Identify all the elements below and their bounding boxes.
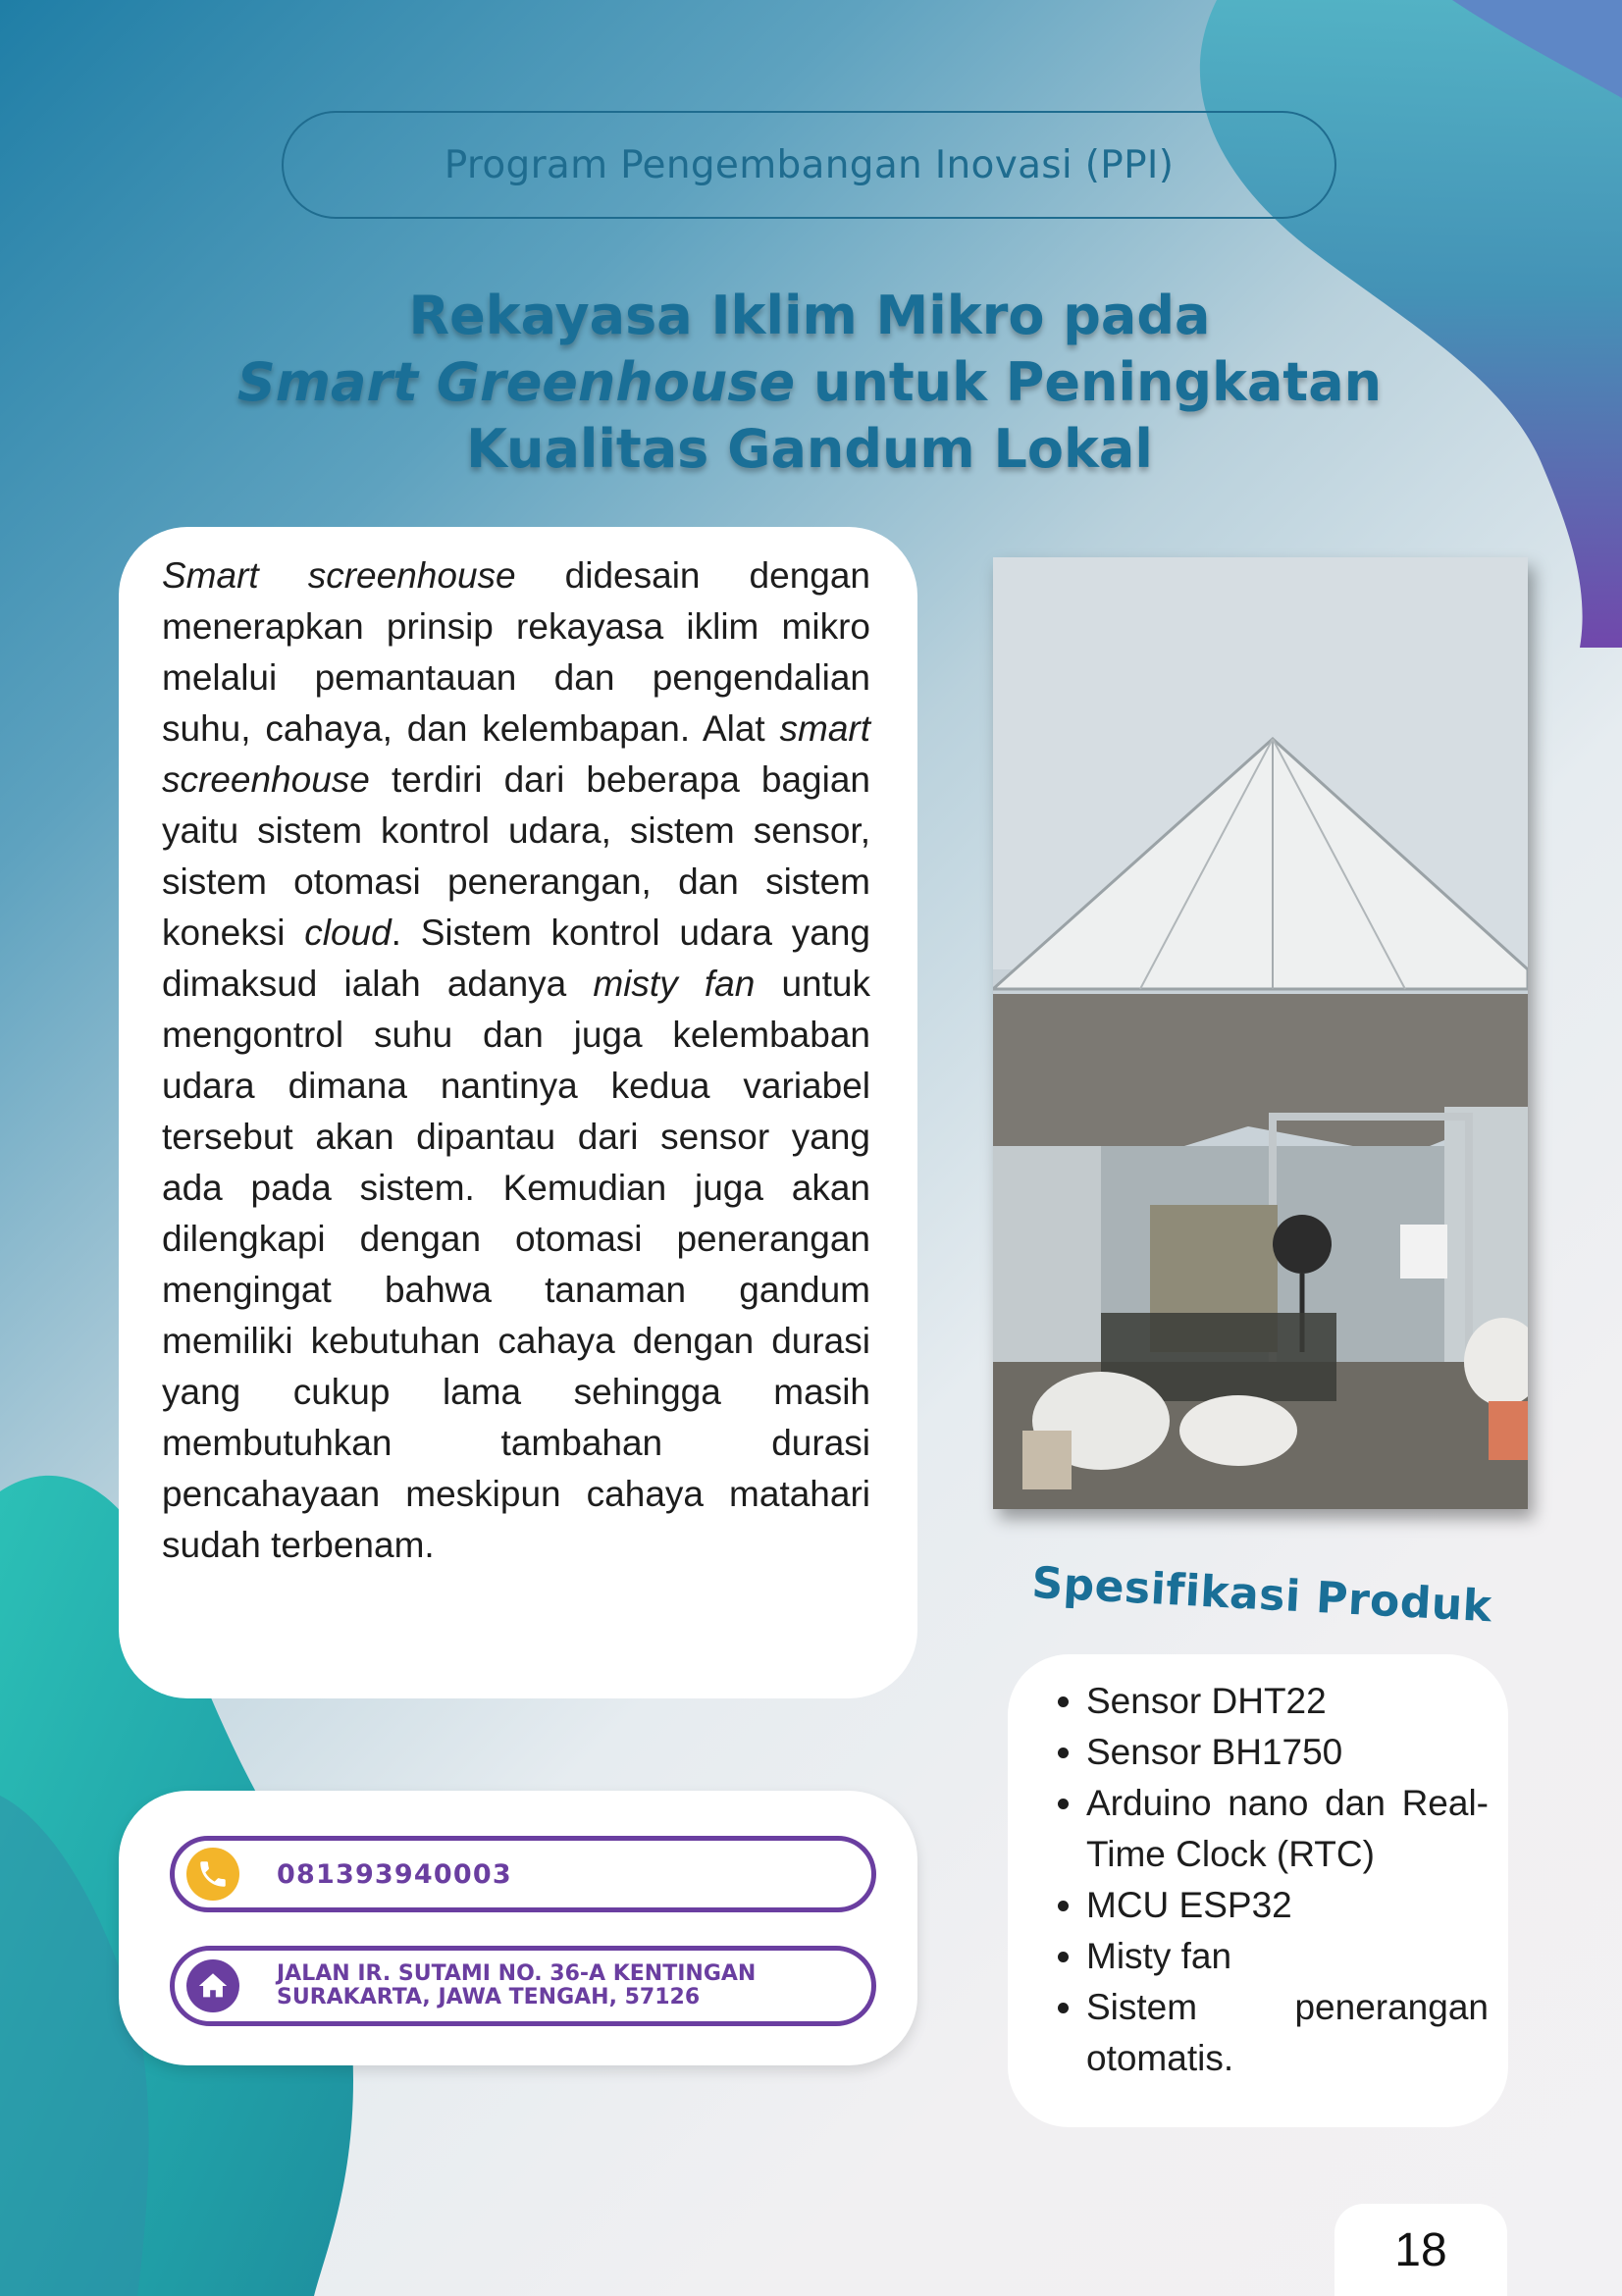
spec-card: [1008, 1654, 1508, 2127]
spec-item: • Sensor DHT22: [1086, 1676, 1489, 1727]
title-line-2-italic: Smart Greenhouse: [236, 351, 796, 413]
spec-item: • MCU ESP32: [1086, 1880, 1489, 1931]
page-number: 18: [1334, 2204, 1507, 2296]
phone-number: 081393940003: [277, 1858, 512, 1890]
term-smart-screenhouse: Smart screenhouse: [162, 555, 516, 596]
contact-card: [119, 1791, 917, 2065]
home-icon: [186, 1959, 239, 2012]
term-smart-screenhouse-2: smart screenhouse: [162, 708, 870, 800]
spec-item: • Sistem penerangan otomatis.: [1086, 1982, 1489, 2084]
spec-heading: Spesifikasi Produk: [1030, 1557, 1493, 1633]
description-part: . Sistem kontrol udara yang dimaksud ialah adanya: [162, 913, 870, 1004]
spec-item: • Misty fan: [1086, 1931, 1489, 1982]
phone-pill[interactable]: [170, 1836, 876, 1912]
spec-item: • Arduino nano dan Real-Time Clock (RTC): [1086, 1778, 1489, 1880]
greenhouse-photo: [993, 557, 1528, 1509]
title-line-3: Kualitas Gandum Lokal: [466, 418, 1153, 480]
title-line-1: Rekayasa Iklim Mikro pada: [408, 285, 1211, 346]
address-pill[interactable]: [170, 1946, 876, 2026]
phone-icon: [186, 1848, 239, 1901]
description-part: didesain dengan menerapkan prinsip rekayasa iklim mikro melalui pemantauan dan pengendalian suhu, cahaya, dan kelembapan. Alat: [162, 555, 871, 749]
program-banner: [282, 111, 1336, 219]
description-part: untuk mengontrol suhu dan juga kelembaban udara dimana nantinya kedua variabel tersebut akan dipantau dari sensor yang ada pada sistem. Kemudian juga akan dilengkapi dengan otomasi penerangan mengingat bahwa tanaman gandum memiliki kebutuhan cahaya dengan durasi yang cukup lama sehingga masih membutuhkan tambahan durasi pencahayaan meskipun cahaya matahari sudah terbenam.: [162, 964, 870, 1565]
term-misty-fan: misty fan: [593, 964, 756, 1004]
title-line-2: [177, 349, 1442, 416]
description-card: [119, 527, 917, 1698]
term-cloud: cloud: [304, 913, 392, 953]
address-line-2: SURAKARTA, JAWA TENGAH, 57126: [277, 1985, 701, 2009]
description-text: [162, 550, 870, 1571]
program-banner-text: Program Pengembangan Inovasi (PPI): [444, 142, 1175, 187]
page-title: [177, 283, 1442, 483]
address-line-1: JALAN IR. SUTAMI NO. 36-A KENTINGAN: [277, 1961, 757, 1986]
greenhouse-illustration: [993, 557, 1528, 1509]
description-part: terdiri dari beberapa bagian yaitu sistem kontrol udara, sistem sensor, sistem otomasi penerangan, dan sistem koneksi: [162, 759, 870, 953]
title-line-2-rest: untuk Peningkatan: [795, 351, 1383, 413]
spec-item: • Sensor BH1750: [1086, 1727, 1489, 1778]
spec-list: [1055, 1676, 1489, 2084]
address-text: [277, 1962, 756, 2009]
